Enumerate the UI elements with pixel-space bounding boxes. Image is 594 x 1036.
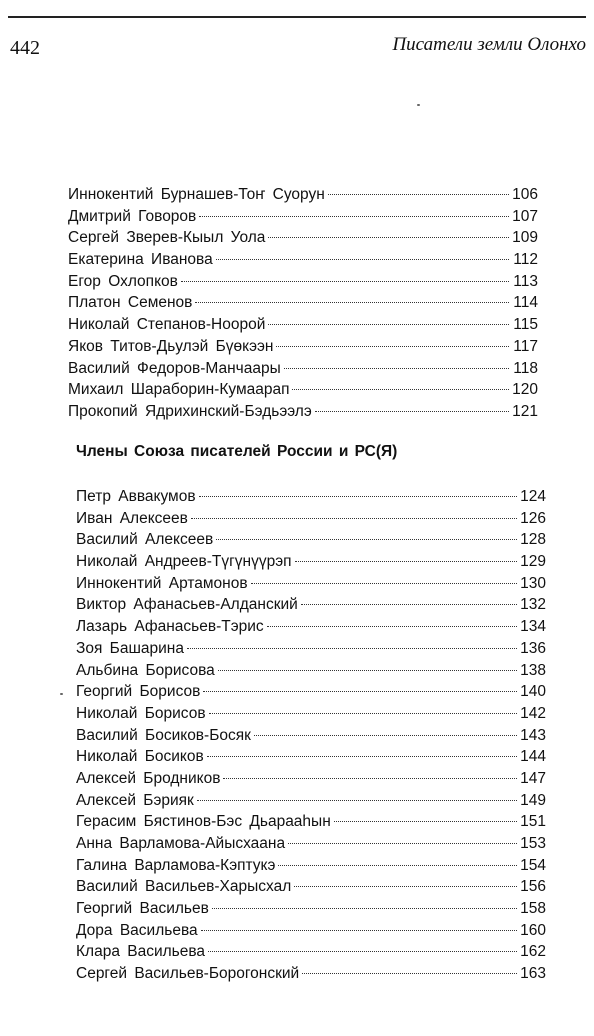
toc-entry-name: Иван Алексеев bbox=[76, 509, 188, 527]
toc-entry-name: Георгий Васильев bbox=[76, 900, 209, 918]
toc-entry bbox=[76, 768, 546, 790]
toc-entry-name: Николай Андреев-Түгүнүүрэп bbox=[76, 553, 292, 571]
toc-entry-page: 158 bbox=[520, 900, 546, 918]
toc-entry-page: 163 bbox=[520, 965, 546, 983]
dot-leader bbox=[207, 756, 517, 757]
toc-entry-name: Галина Варламова-Кэптукэ bbox=[76, 856, 276, 874]
dot-leader bbox=[301, 604, 517, 605]
dot-leader bbox=[284, 368, 509, 369]
toc-entry bbox=[68, 314, 538, 336]
toc-entry bbox=[76, 898, 546, 920]
toc-entry bbox=[76, 681, 546, 703]
toc-entry-page: 140 bbox=[520, 683, 546, 701]
running-title: Писатели земли Олонхо bbox=[392, 34, 586, 55]
toc-entry-page: 149 bbox=[520, 791, 546, 809]
section-heading: Члены Союза писателей России и РС(Я) bbox=[76, 443, 398, 460]
dot-leader bbox=[268, 237, 509, 238]
toc-entry bbox=[76, 616, 546, 638]
toc-entry bbox=[68, 206, 538, 228]
toc-entry-name: Василий Босиков-Босяк bbox=[76, 726, 251, 744]
dot-leader bbox=[216, 539, 517, 540]
toc-entry-page: 107 bbox=[512, 207, 538, 225]
dot-leader bbox=[191, 518, 517, 519]
toc-entry bbox=[76, 855, 546, 877]
toc-entry bbox=[76, 963, 546, 985]
toc-entry-name: Алексей Бэрияк bbox=[76, 791, 194, 809]
toc-entry-page: 106 bbox=[512, 186, 538, 203]
toc-entry bbox=[68, 249, 538, 271]
toc-entry-name: Михаил Шараборин-Кумаарап bbox=[68, 381, 290, 399]
toc-entry bbox=[68, 358, 538, 380]
dot-leader bbox=[278, 865, 517, 866]
toc-entry-page: 138 bbox=[520, 661, 546, 679]
toc-entry bbox=[68, 184, 538, 206]
toc-entry-page: 147 bbox=[520, 769, 546, 787]
toc-entry bbox=[76, 660, 546, 682]
toc-entry-name: Дмитрий Говоров bbox=[68, 207, 197, 225]
toc-entry-name: Платон Семенов bbox=[68, 294, 193, 312]
toc-entry-page: 113 bbox=[513, 272, 538, 290]
dot-leader bbox=[203, 691, 517, 692]
toc-entry bbox=[76, 573, 546, 595]
toc-entry bbox=[76, 833, 546, 855]
toc-entry-page: 128 bbox=[520, 531, 546, 549]
print-speck bbox=[60, 693, 63, 695]
toc-entry-page: 121 bbox=[512, 402, 538, 420]
toc-entry bbox=[68, 271, 538, 293]
toc-entry bbox=[76, 529, 546, 551]
toc-entry bbox=[68, 379, 538, 401]
dot-leader bbox=[276, 346, 509, 347]
toc-entry-name: Дора Васильева bbox=[76, 921, 198, 939]
toc-entry bbox=[68, 227, 538, 249]
toc-entry-page: 120 bbox=[512, 381, 538, 399]
toc-entry-name: Клара Васильева bbox=[76, 943, 206, 961]
toc-entry bbox=[68, 292, 538, 314]
dot-leader bbox=[199, 496, 517, 497]
toc-entry-page: 143 bbox=[520, 726, 546, 744]
toc-entry-page: 136 bbox=[520, 639, 546, 657]
dot-leader bbox=[295, 561, 517, 562]
toc-entry-page: 144 bbox=[520, 748, 546, 766]
toc-entry-name: Егор Охлопков bbox=[68, 272, 178, 290]
toc-entry-page: 132 bbox=[520, 596, 546, 614]
toc-entry-page: 154 bbox=[520, 856, 546, 874]
toc-entry-name: Прокопий Ядрихинский-Бэдьээлэ bbox=[68, 402, 312, 420]
toc-entry-name: Герасим Бястинов-Бэс Дьарааһын bbox=[76, 813, 331, 831]
toc-list bbox=[68, 184, 538, 423]
toc-entry-page: 129 bbox=[520, 553, 546, 571]
toc-list bbox=[76, 486, 546, 985]
toc-entry-page: 124 bbox=[520, 488, 546, 505]
toc-entry-name: Георгий Борисов bbox=[76, 683, 201, 701]
toc-entry bbox=[76, 876, 546, 898]
dot-leader bbox=[187, 648, 517, 649]
toc-entry-page: 118 bbox=[513, 359, 538, 377]
dot-leader bbox=[302, 973, 517, 974]
dot-leader bbox=[223, 778, 517, 779]
toc-entry-page: 115 bbox=[513, 316, 538, 334]
toc-entry-name: Петр Аввакумов bbox=[76, 488, 196, 505]
dot-leader bbox=[254, 735, 517, 736]
toc-entry-page: 162 bbox=[520, 943, 546, 961]
toc-entry-name: Сергей Васильев-Борогонский bbox=[76, 965, 300, 983]
dot-leader bbox=[334, 821, 517, 822]
toc-entry-page: 130 bbox=[520, 574, 546, 592]
header-rule bbox=[8, 16, 586, 18]
dot-leader bbox=[218, 670, 517, 671]
toc-entry-name: Лазарь Афанасьев-Тэрис bbox=[76, 618, 264, 636]
toc-entry bbox=[76, 725, 546, 747]
dot-leader bbox=[181, 281, 509, 282]
dot-leader bbox=[199, 216, 509, 217]
toc-entry bbox=[76, 594, 546, 616]
dot-leader bbox=[212, 908, 517, 909]
dot-leader bbox=[216, 259, 509, 260]
toc-entry-page: 151 bbox=[520, 813, 546, 831]
toc-entry-name: Иннокентий Бурнашев-Тоҥ Суорун bbox=[68, 186, 325, 203]
toc-entry bbox=[76, 638, 546, 660]
dot-leader bbox=[209, 713, 517, 714]
dot-leader bbox=[201, 930, 517, 931]
toc-entry bbox=[76, 790, 546, 812]
toc-entry-page: 153 bbox=[520, 835, 546, 852]
toc-entry bbox=[68, 401, 538, 423]
toc-entry-name: Василий Федоров-Манчаары bbox=[68, 359, 281, 377]
dot-leader bbox=[328, 194, 509, 195]
toc-entry-name: Василий Алексеев bbox=[76, 531, 214, 549]
toc-entry-page: 134 bbox=[520, 618, 546, 636]
dot-leader bbox=[197, 800, 517, 801]
toc-entry bbox=[68, 336, 538, 358]
toc-entry-page: 114 bbox=[513, 294, 538, 312]
dot-leader bbox=[292, 389, 509, 390]
toc-entry-name: Василий Васильев-Харысхал bbox=[76, 878, 292, 896]
toc-entry-page: 156 bbox=[520, 878, 546, 896]
toc-entry-page: 142 bbox=[520, 704, 546, 722]
dot-leader bbox=[315, 411, 509, 412]
toc-entry-name: Екатерина Иванова bbox=[68, 251, 213, 269]
page-number: 442 bbox=[10, 37, 40, 59]
toc-entry-page: 109 bbox=[512, 229, 538, 247]
dot-leader bbox=[195, 302, 509, 303]
toc-entry bbox=[76, 703, 546, 725]
toc-entry bbox=[76, 920, 546, 942]
print-speck bbox=[417, 104, 420, 106]
toc-entry-page: 117 bbox=[513, 337, 538, 355]
toc-entry-name: Николай Босиков bbox=[76, 748, 204, 766]
toc-entry-name: Алексей Бродников bbox=[76, 769, 221, 787]
toc-entry-page: 112 bbox=[513, 251, 538, 269]
toc-entry-name: Николай Степанов-Ноорой bbox=[68, 316, 266, 334]
dot-leader bbox=[268, 324, 509, 325]
dot-leader bbox=[267, 626, 517, 627]
toc-entry bbox=[76, 508, 546, 530]
toc-entry-name: Анна Варламова-Айысхаана bbox=[76, 835, 286, 852]
toc-entry-page: 126 bbox=[520, 509, 546, 527]
toc-entry-name: Зоя Башарина bbox=[76, 639, 184, 657]
dot-leader bbox=[251, 583, 517, 584]
toc-entry-name: Альбина Борисова bbox=[76, 661, 215, 679]
dot-leader bbox=[294, 886, 517, 887]
toc-entry bbox=[76, 811, 546, 833]
toc-entry bbox=[76, 486, 546, 508]
toc-entry-page: 160 bbox=[520, 921, 546, 939]
dot-leader bbox=[288, 843, 517, 844]
toc-entry-name: Яков Титов-Дьулэй Бүөкээн bbox=[68, 337, 274, 355]
toc-entry-name: Виктор Афанасьев-Алданский bbox=[76, 596, 298, 614]
toc-entry bbox=[76, 746, 546, 768]
toc-entry-name: Николай Борисов bbox=[76, 704, 206, 722]
toc-entry bbox=[76, 941, 546, 963]
toc-entry bbox=[76, 551, 546, 573]
dot-leader bbox=[208, 951, 517, 952]
toc-entry-name: Сергей Зверев-Кыыл Уола bbox=[68, 229, 266, 247]
toc-entry-name: Иннокентий Артамонов bbox=[76, 574, 248, 592]
